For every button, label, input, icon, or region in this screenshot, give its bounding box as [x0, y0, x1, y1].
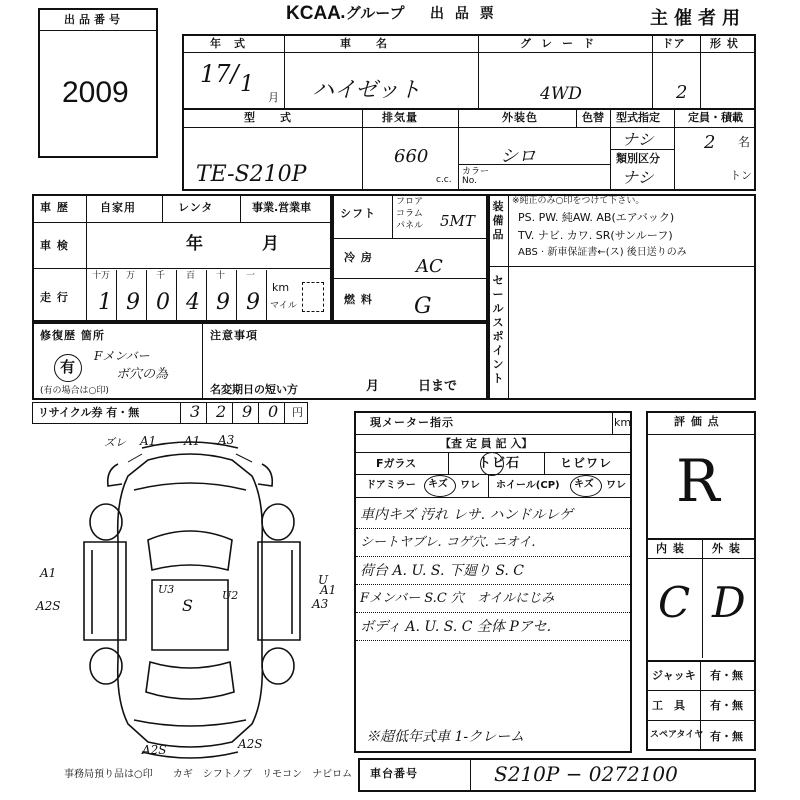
host-use-label: 主催者用 — [650, 8, 746, 29]
ac-label: 冷 房 — [344, 251, 373, 264]
mileage-digit: 1 — [98, 290, 112, 315]
model-label: 型 式 — [244, 111, 292, 124]
name-change-month: 月 — [366, 379, 381, 394]
kizu2-label: キズ — [574, 479, 594, 490]
equipment-note: ※純正のみ○印をつけて下さい。 — [512, 196, 645, 206]
tobi-label: トビ石 — [478, 456, 521, 471]
equipment-line1: PS. PW. 純AW. AB(エアバック) — [518, 211, 675, 224]
spare-label: スペアタイヤ — [650, 730, 704, 740]
equipment-block — [488, 194, 756, 400]
mark-u-right: U — [318, 573, 329, 587]
model-value: TE-S210P — [196, 162, 307, 187]
displacement-label: 排気量 — [382, 111, 418, 124]
shaken-year: 年 — [186, 234, 203, 254]
tools-choice: 有・無 — [710, 699, 743, 712]
recycle-digit: 3 — [190, 402, 201, 421]
year-label: 年 式 — [210, 37, 246, 50]
office-note: 事務局預り品は○印 カギ シフトノブ リモコン ナビロム — [64, 769, 353, 780]
wheel-label: ホイール(CP) — [496, 480, 560, 491]
repair-label: 修復歴 箇所 — [40, 329, 105, 342]
fuel-label: 燃 料 — [344, 293, 373, 306]
tools-label: 工 具 — [652, 699, 685, 712]
sheet-title: 出 品 票 — [430, 6, 497, 22]
notes-label: 注意事項 — [210, 329, 258, 342]
digit-header: 一 — [246, 271, 256, 281]
category-value: ナシ — [622, 168, 654, 187]
shift-option-panel: パネル — [396, 221, 424, 231]
mark-a3-right: A3 — [312, 597, 329, 611]
shaken-month: 月 — [262, 234, 279, 254]
digit-header: 万 — [126, 271, 136, 281]
month-value: 1 — [240, 72, 254, 97]
evaluation-score: R — [676, 447, 720, 515]
evaluation-label: 評 価 点 — [674, 415, 720, 428]
history-label: 車 歴 — [40, 201, 69, 214]
km-label: km — [272, 281, 290, 294]
exterior-label: 外 装 — [712, 542, 741, 555]
mark-s: S — [182, 596, 193, 615]
ware2-label: ワレ — [606, 480, 626, 491]
type-spec-value: ナシ — [622, 130, 654, 149]
mark-a2s-bottom2: A2S — [238, 737, 263, 751]
inspector-note: ボディ A. U. S. C 全体 Pアセ. — [360, 619, 552, 635]
wheel-front-right — [262, 504, 294, 540]
windshield — [148, 531, 232, 570]
shift-option-column: コラム — [396, 209, 423, 219]
name-change-day: 日まで — [418, 379, 458, 394]
fuel-value: G — [414, 294, 432, 319]
capacity-value: 2 — [704, 132, 716, 153]
grade-value: 4WD — [540, 84, 582, 104]
name-value: ハイゼット — [312, 78, 421, 103]
lot-number: 2009 — [62, 76, 129, 109]
color-no-label: カラー No. — [462, 167, 490, 186]
door-mirror-label: ドアミラー — [366, 480, 416, 491]
color-label: 外装色 — [502, 111, 538, 124]
recycle-label: リサイクル券 有・無 — [38, 406, 140, 419]
shift-value: 5MT — [440, 212, 475, 230]
inspector-note: 車内キズ 汚れ レサ. ハンドルレゲ — [360, 507, 573, 523]
chassis-label: 車台番号 — [370, 767, 418, 780]
brand-logo: KCAA — [286, 3, 341, 24]
inspector-header: 【査 定 員 記 入】 — [440, 437, 533, 450]
load-unit: トン — [730, 169, 752, 182]
chassis-value: S210P − 0272100 — [494, 762, 678, 786]
jack-label: ジャッキ — [652, 669, 696, 682]
kizu1-label: キズ — [428, 479, 448, 490]
private-use: 自家用 — [100, 201, 136, 214]
brand-suffix: .グループ — [340, 4, 405, 22]
repair-value: 有 — [60, 358, 76, 376]
mile-checkbox — [302, 282, 324, 312]
ware1-label: ワレ — [460, 480, 480, 491]
rear-window — [146, 662, 234, 699]
meter-unit: km — [614, 416, 632, 429]
digit-header: 百 — [186, 271, 196, 281]
mileage-digit: 4 — [186, 290, 200, 315]
fglass-label: Fガラス — [376, 457, 417, 470]
equipment-line2: TV. ナビ. カワ. SR(サンルーフ) — [518, 229, 673, 242]
spare-choice: 有・無 — [710, 730, 743, 743]
business-use: 事業.営業車 — [252, 201, 312, 214]
equipment-label: 装備品 — [492, 200, 504, 241]
mileage-label: 走 行 — [40, 291, 69, 304]
tobi-circle — [480, 452, 504, 476]
ac-value: AC — [416, 256, 443, 277]
mark-a1-left: A1 — [40, 566, 57, 580]
inspector-note: 荷台 A. U. S. 下廻り S. C — [360, 563, 525, 579]
recycle-unit: 円 — [292, 406, 303, 419]
doors-value: 2 — [676, 82, 688, 103]
shape-label: 形 状 — [710, 37, 739, 50]
year-value: 17/ — [200, 60, 239, 88]
mileage-digit: 0 — [156, 290, 170, 315]
exterior-grade: D — [712, 578, 746, 627]
interior-label: 内 装 — [656, 542, 685, 555]
displacement-unit: c.c. — [436, 175, 452, 185]
mark-a2s-bottom1: A2S — [142, 743, 167, 757]
equipment-line3: ABS · 新車保証書←(ス) 後日送りのみ — [518, 247, 687, 258]
grade-label: グレード — [520, 37, 604, 50]
mark-a1-right: A1 — [320, 583, 337, 597]
digit-header: 千 — [156, 271, 166, 281]
digit-header: 十万 — [92, 271, 111, 281]
repair-hand-line1: Fメンバー — [94, 349, 150, 363]
inspector-note: Fメンバー S.C 穴 オイルにじみ — [360, 591, 555, 606]
color-value: シロ — [500, 146, 536, 167]
recycle-digit: 2 — [216, 402, 227, 421]
shaken-label: 車 検 — [40, 239, 69, 252]
mileage-digit: 9 — [126, 290, 140, 315]
name-change-label: 名変期日の短い方 — [210, 383, 298, 396]
rental: レンタ — [178, 201, 214, 214]
mile-label: マイル — [270, 301, 297, 311]
repair-sub-note: (有の場合は○印) — [40, 386, 109, 396]
mark-a1-top2: A1 — [184, 434, 201, 448]
name-label: 車 名 — [340, 37, 388, 50]
mileage-digit: 9 — [246, 290, 260, 315]
capacity-unit: 名 — [738, 135, 751, 149]
interior-grade: C — [658, 578, 691, 627]
capacity-label: 定員・積載 — [688, 111, 743, 124]
doors-label: ドア — [662, 37, 686, 50]
inspector-footer: ※超低年式車 1-クレーム — [366, 729, 525, 745]
mileage-digit: 9 — [216, 290, 230, 315]
shift-label: シフト — [340, 207, 376, 220]
lot-number-label: 出品番号 — [64, 13, 124, 26]
mark-a3-top: A3 — [218, 433, 235, 447]
displacement-value: 660 — [394, 146, 429, 167]
wheel-rear-right — [262, 648, 294, 684]
mark-zure: ズレ — [104, 436, 126, 449]
meter-label: 現メーター指示 — [370, 416, 454, 429]
mark-a2s-left: A2S — [36, 599, 61, 613]
shift-option-floor: フロア — [396, 197, 424, 207]
type-spec-label: 型式指定 — [616, 111, 660, 124]
jack-choice: 有・無 — [710, 669, 743, 682]
repaint-label: 色替 — [582, 111, 604, 124]
category-label: 類別区分 — [616, 152, 660, 165]
month-unit: 月 — [268, 91, 279, 104]
digit-header: 十 — [216, 271, 226, 281]
recycle-digit: 0 — [268, 402, 279, 421]
repair-hand-line2: ボ穴の為 — [116, 367, 169, 382]
hibi-label: ヒビワレ — [560, 456, 613, 470]
sales-point-label: セールスポイント — [492, 274, 504, 385]
recycle-digit: 9 — [242, 402, 253, 421]
mark-u2: U2 — [222, 589, 239, 602]
inspector-note: シートヤブレ. コゲ穴. ニオイ. — [360, 535, 536, 550]
mark-a1-top: A1 — [140, 434, 157, 448]
mark-u3: U3 — [158, 583, 175, 596]
